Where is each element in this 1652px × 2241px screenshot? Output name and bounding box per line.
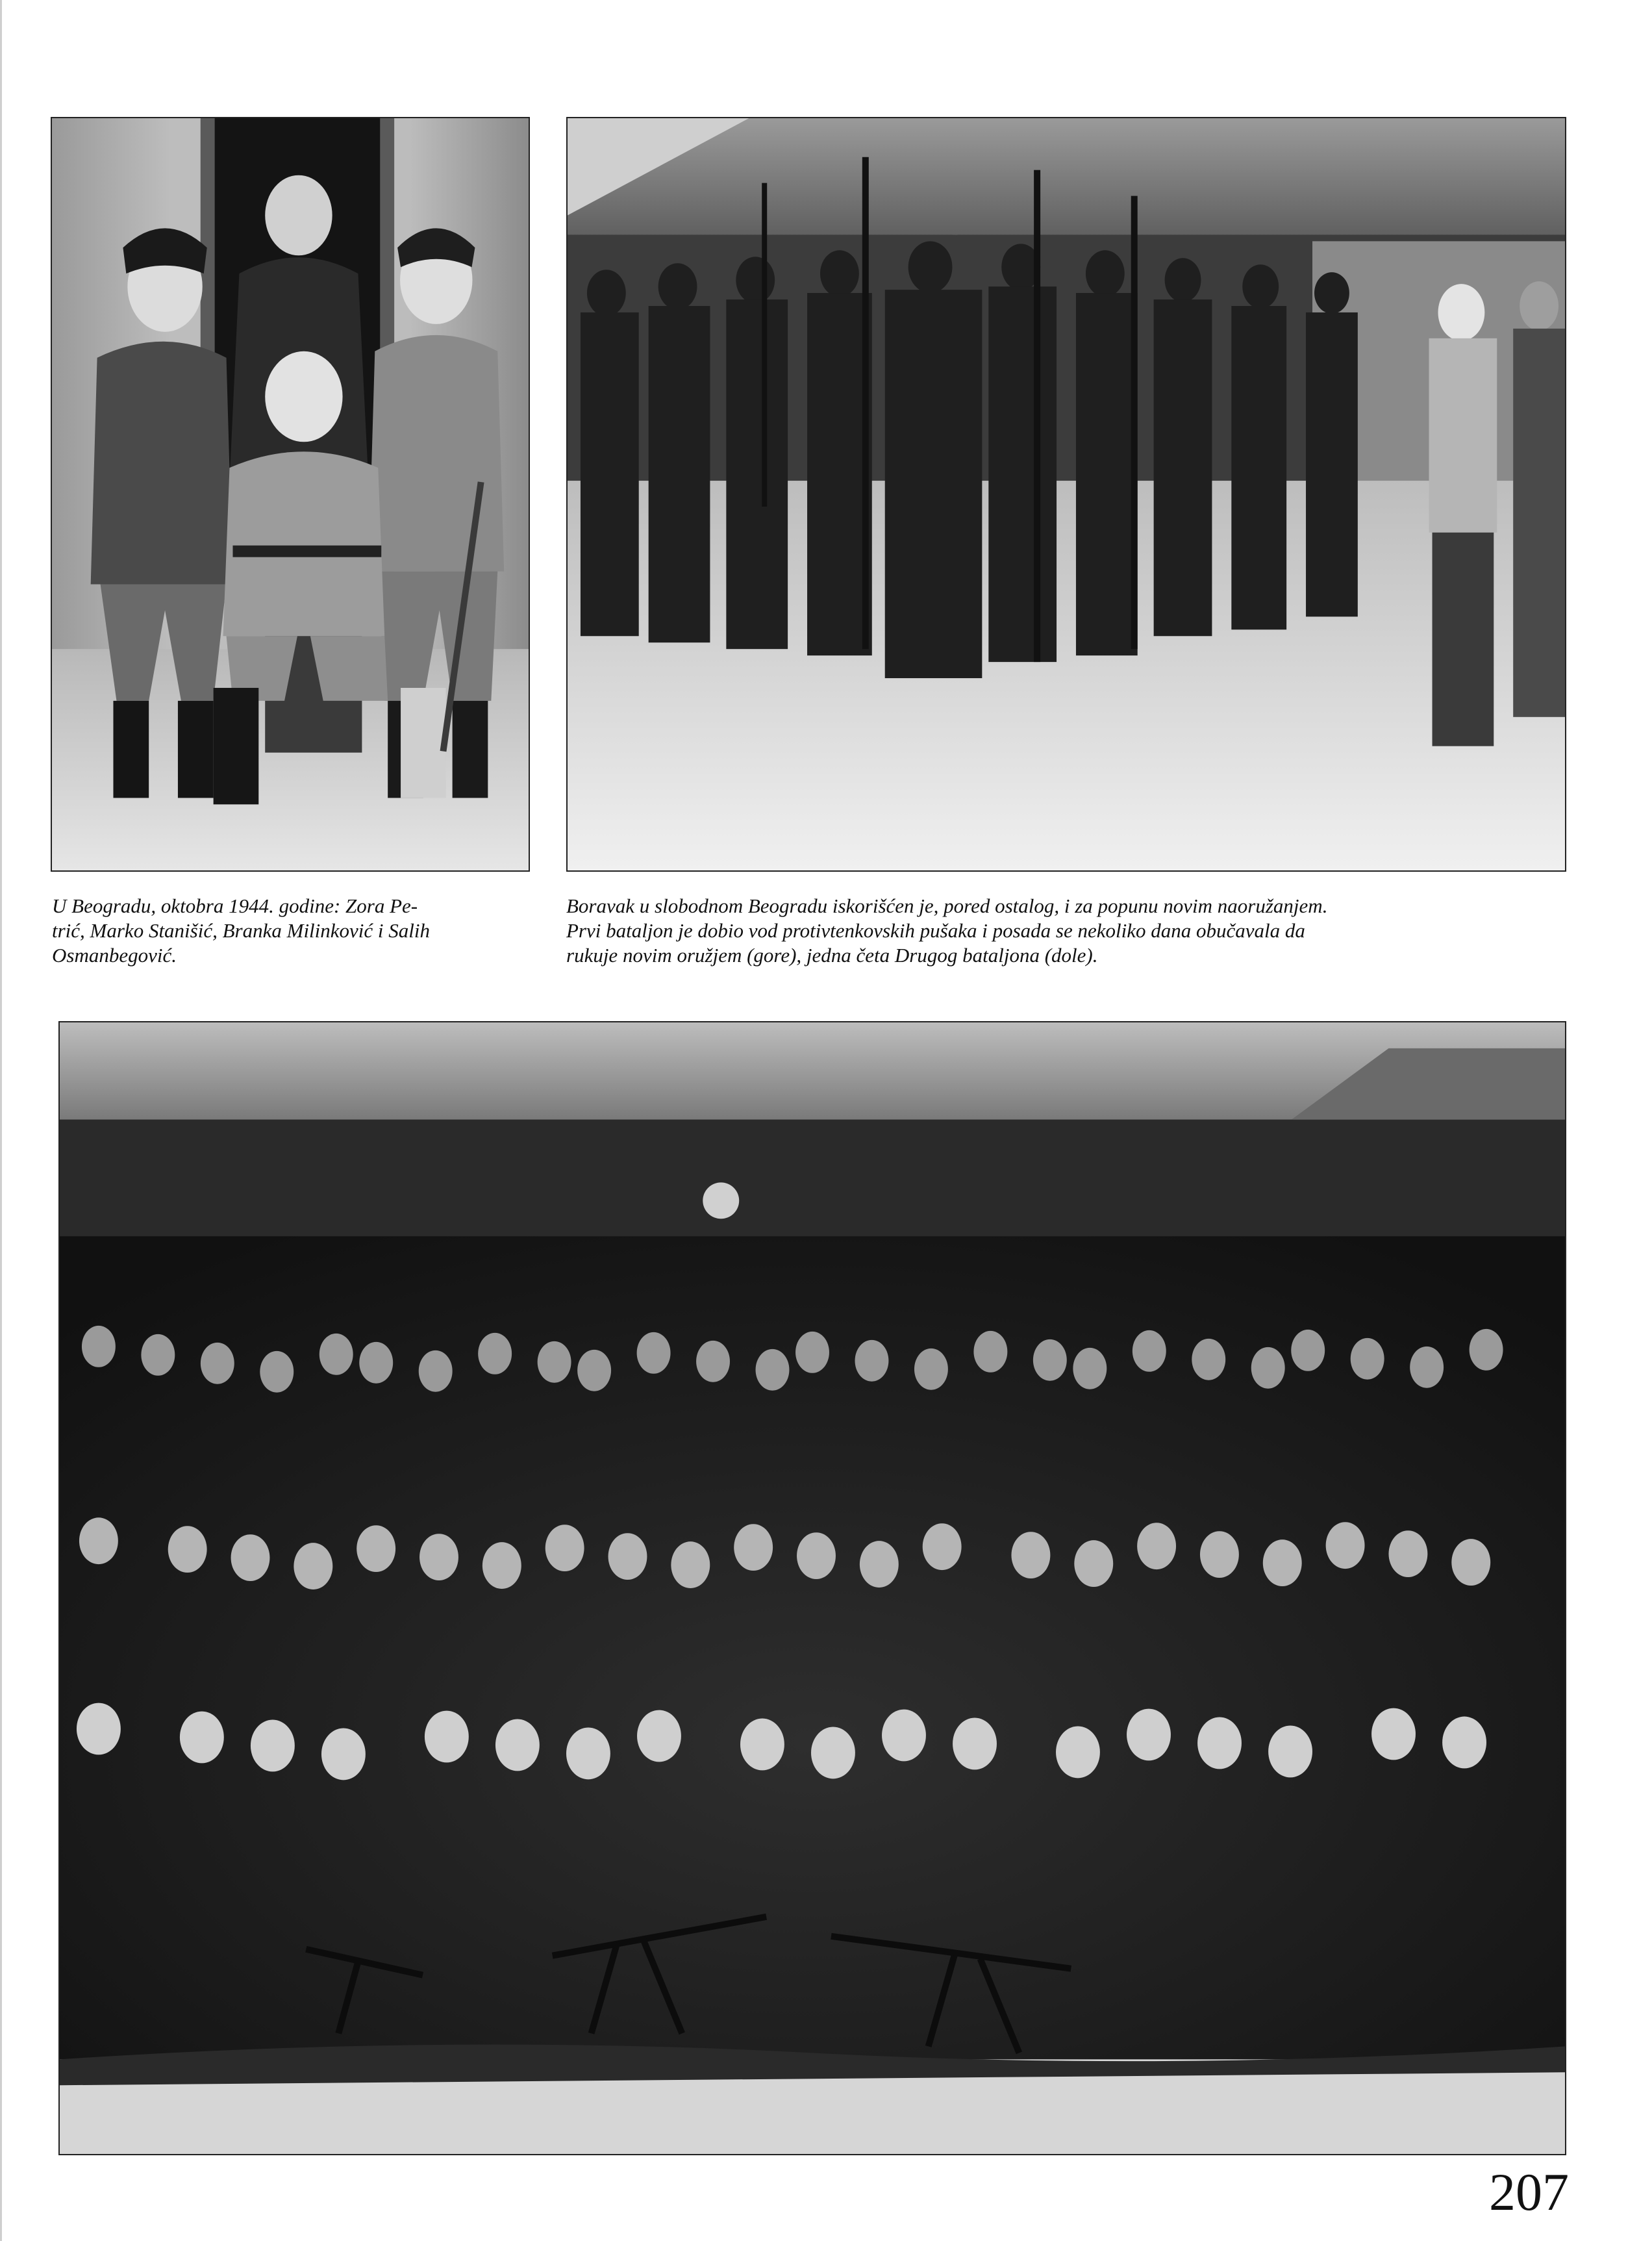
face (260, 1351, 294, 1393)
face (860, 1541, 899, 1588)
face (1326, 1522, 1365, 1569)
face (79, 1517, 118, 1564)
face (1073, 1348, 1107, 1389)
face (608, 1533, 647, 1580)
face (478, 1333, 512, 1374)
scan-edge-left (0, 0, 2, 2241)
photo-portrait-group-image (52, 118, 529, 870)
photo-company-group-image (60, 1022, 1565, 2154)
face (482, 1542, 521, 1589)
face (1192, 1339, 1225, 1380)
face (251, 1720, 295, 1772)
face (1011, 1532, 1050, 1578)
face (953, 1718, 997, 1770)
face (637, 1332, 671, 1374)
face (1251, 1347, 1285, 1389)
face (914, 1348, 948, 1390)
face (1133, 1330, 1166, 1372)
caption-left-line: Osmanbegović. (52, 944, 177, 967)
caption-right-line: rukuje novim oružjem (gore), jedna četa Drugog bataljona (dole). (566, 944, 1098, 967)
face (319, 1334, 353, 1375)
caption-left-line: U Beogradu, oktobra 1944. godine: Zora Pe- (52, 894, 418, 917)
face (168, 1526, 207, 1573)
face (1470, 1329, 1503, 1371)
caption-soldiers (566, 894, 1566, 968)
face (923, 1523, 962, 1570)
face (201, 1343, 234, 1384)
face (734, 1524, 773, 1571)
face (973, 1331, 1007, 1373)
page-number: 207 (1489, 2162, 1569, 2222)
photo-portrait-group (51, 117, 530, 872)
face (1137, 1523, 1176, 1569)
face (1197, 1717, 1242, 1769)
caption-right-line: Prvi bataljon je dobio vod protivtenkovskih pušaka i posada se nekoliko dana obučavala da (566, 919, 1305, 942)
photo-soldiers-line (566, 117, 1566, 872)
face (1056, 1727, 1100, 1779)
face (1268, 1726, 1312, 1778)
face (294, 1543, 332, 1589)
face (425, 1711, 469, 1763)
face (141, 1334, 175, 1376)
face (357, 1525, 395, 1572)
face (495, 1719, 540, 1771)
caption-left-line: trić, Marko Stanišić, Branka Milinković i Salih (52, 919, 431, 942)
face (545, 1525, 584, 1571)
face (740, 1719, 784, 1771)
face (566, 1728, 610, 1780)
face (1263, 1539, 1302, 1586)
face (180, 1712, 224, 1764)
face (1371, 1708, 1416, 1760)
caption-portrait-group (52, 894, 532, 968)
face (1451, 1539, 1490, 1586)
face (1200, 1531, 1239, 1578)
face (419, 1350, 453, 1392)
face (577, 1350, 611, 1391)
face (756, 1349, 790, 1391)
face (671, 1541, 710, 1588)
face (538, 1341, 571, 1383)
face (1074, 1540, 1113, 1587)
face (811, 1727, 855, 1779)
photo-company-group (58, 1021, 1566, 2155)
face (82, 1326, 116, 1367)
face (77, 1703, 121, 1755)
face (1410, 1347, 1444, 1388)
face (1291, 1330, 1325, 1371)
face (696, 1341, 730, 1382)
face (1127, 1709, 1171, 1761)
face (359, 1342, 393, 1384)
face (882, 1710, 926, 1762)
face (637, 1710, 681, 1762)
face (321, 1728, 366, 1780)
caption-right-line: Boravak u slobodnom Beogradu iskorišćen je, pored ostalog, i za popunu novim naoružanjem. (566, 894, 1328, 917)
face (1351, 1338, 1384, 1380)
face (1033, 1339, 1067, 1381)
face (231, 1534, 270, 1581)
face (797, 1532, 836, 1579)
face (1442, 1717, 1486, 1769)
face (419, 1534, 458, 1580)
face (1388, 1530, 1427, 1577)
face (855, 1340, 889, 1382)
face (795, 1332, 829, 1373)
photo-soldiers-line-image (568, 118, 1565, 870)
